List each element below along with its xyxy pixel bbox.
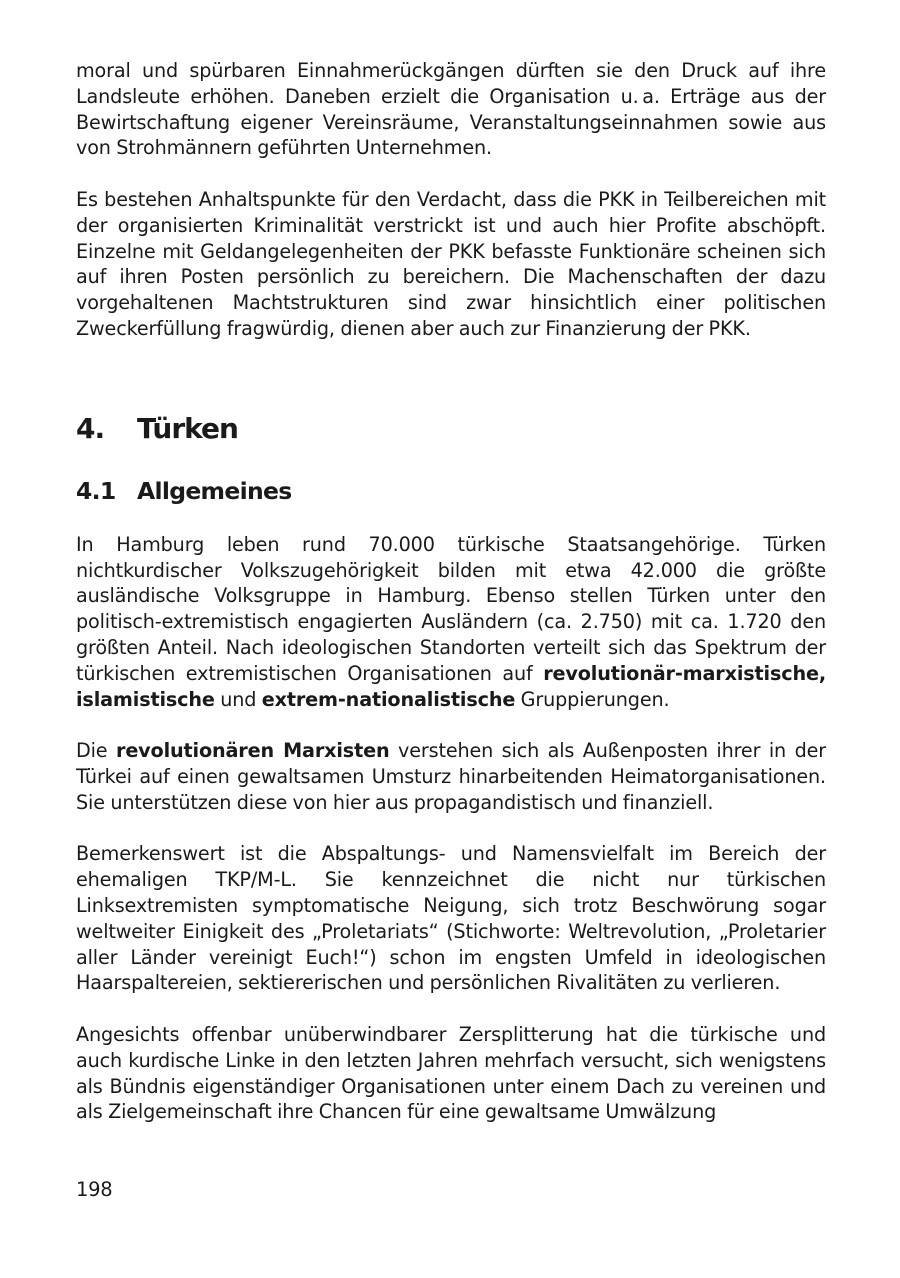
bold-term: extrem-nationalistische xyxy=(261,687,516,711)
subsection-title: Allgemeines xyxy=(137,476,292,505)
section-heading xyxy=(76,412,826,446)
section-number: 4. xyxy=(76,411,105,445)
text-run: und xyxy=(214,687,262,711)
paragraph-continued: moral und spürbaren Einnahmerückgängen dürften sie den Druck auf ihre Landsleute erhöhen. Daneben erzielt die Organisation u. a. Erträge aus der Bewirtschaftung eigener Vereinsräume, Veranstaltungseinnahmen sowie aus von Strohmännern geführten Unternehmen. xyxy=(76,59,826,160)
page-number: 198 xyxy=(76,1178,113,1201)
paragraph-fragmentation: Angesichts offenbar unüberwindbarer Zersplitterung hat die türkische und auch kurdische Linke in den letzten Jahren mehrfach versucht, sich wenigstens als Bündnis eigenständiger Organisationen unter einem Dach zu vereinen und als Zielgemeinschaft ihre Chancen für eine gewaltsame Umwälzung xyxy=(76,1022,826,1124)
text-run: Die xyxy=(76,739,116,763)
paragraph-overview xyxy=(76,532,826,713)
text-run: Gruppierungen. xyxy=(515,687,670,711)
paragraph-marxists xyxy=(76,738,826,815)
text-run: In Hamburg leben rund 70.000 türkische Staatsangehörige. Türken nichtkurdischer Volkszugehörigkeit bilden mit etwa 42.000 die größte ausländische Volksgruppe in Hamburg. Ebenso stellen Türken unter den politisch-extremistisch engagierten Ausländern (ca. 2.750) mit ca. 1.720 den größten Anteil. Nach ideologischen Standorten verteilt sich das Spektrum der türkischen extremistischen Organisationen auf xyxy=(76,532,826,685)
bold-term: revolutionär-marxistische, islamistische xyxy=(76,661,826,711)
text-run: verstehen sich als Außenposten ihrer in der Türkei auf einen gewaltsamen Umsturz hinarbeitenden Heimatorganisationen. Sie unterstützen diese von hier aus propagandistisch und finanziell. xyxy=(76,739,826,814)
subsection-number: 4.1 xyxy=(76,476,116,505)
document-page xyxy=(76,58,826,1125)
subsection-heading xyxy=(76,476,826,506)
section-title: Türken xyxy=(137,411,238,445)
bold-term: revolutionären Marxisten xyxy=(116,739,390,763)
paragraph-pkk-crime: Es bestehen Anhaltspunkte für den Verdacht, dass die PKK in Teilbereichen mit der organisierten Kriminalität verstrickt ist und auch hier Profite abschöpft. Einzelne mit Geldangelegenheiten der PKK befasste Funktionäre scheinen sich auf ihren Posten persönlich zu bereichern. Die Machenschaften der dazu vorgehaltenen Machtstrukturen sind zwar hinsichtlich einer politischen Zweckerfüllung fragwürdig, dienen aber auch zur Finanzierung der PKK. xyxy=(76,187,826,340)
paragraph-tkp-ml: Bemerkenswert ist die Abspaltungs- und Namensvielfalt im Bereich der ehemaligen TKP/M-L. Sie kennzeichnet die nicht nur türkischen Linksextremisten symptomatische Neigung, sich trotz Beschwörung sogar weltweiter Einigkeit des „Proletariats“ (Stichworte: Weltrevolution, „Proletarier aller Länder vereinigt Euch!“) schon im engsten Umfeld in ideologischen Haarspaltereien, sektiererischen und persönlichen Rivalitäten zu verlieren. xyxy=(76,842,826,995)
